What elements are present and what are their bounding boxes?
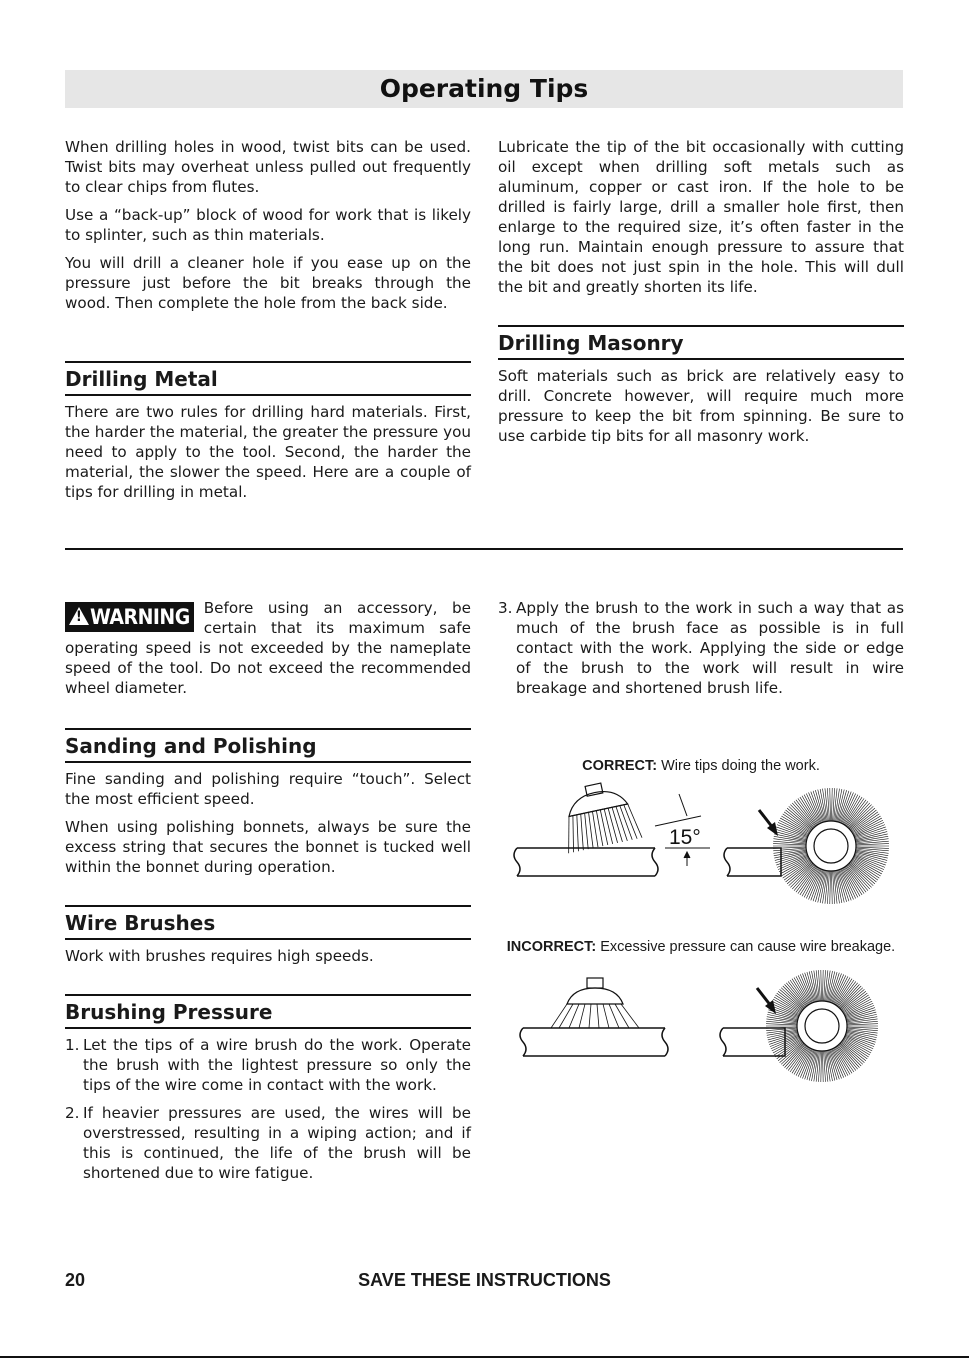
list-text: If heavier pressures are used, the wires will be overstressed, resulting in a wiping action; and if this is continued, the life of the brush will be shortened due to wire fatigue. [83, 1104, 471, 1182]
top-left-column [65, 137, 471, 321]
warning-text: Before using an accessory, be certain that its maximum safe operating speed is not exceeded by the nameplate speed of the tool. Do not exceed the recommended wheel diameter. [65, 599, 471, 697]
page-number: 20 [65, 1270, 86, 1290]
paragraph: You will drill a cleaner hole if you ease up on the pressure just before the bit breaks through the wood. Then complete the hole from the back side. [65, 254, 471, 312]
warning-badge-label: WARNING [90, 605, 190, 629]
list-number: 3. [498, 599, 513, 617]
incorrect-illustration [505, 970, 905, 1090]
section-heading-box [65, 361, 471, 396]
drilling-masonry-section [498, 325, 904, 454]
incorrect-label: INCORRECT: [506, 939, 597, 955]
paragraph: Fine sanding and polishing require “touch”. Select the most efficient speed. [65, 770, 471, 808]
correct-text: Wire tips doing the work. [661, 758, 820, 774]
list-item [498, 598, 904, 698]
paragraph: Lubricate the tip of the bit occasionally with cutting oil except when drilling soft metals such as aluminum, copper or cast iron. If the hole to be drilled is fairly large, drill a smaller hole first, then enlarge to the required size, it’s often faster in the long run. Maintain enough pressure to assure that the bit does not just spin in the hole. This will dull the bit and greatly shorten its life. [498, 138, 904, 296]
warning-block [65, 598, 471, 706]
list-item [65, 1103, 471, 1183]
correct-label: CORRECT: [582, 758, 658, 774]
wheel-brush-incorrect [766, 970, 878, 1082]
section-heading-box [65, 905, 471, 940]
correct-caption [498, 758, 904, 774]
sanding-section [65, 728, 471, 885]
paragraph: Soft materials such as brick are relatively easy to drill. Concrete however, will require much more pressure to keep the bit from spinning. Be sure to use carbide tip bits for all masonry work. [498, 367, 904, 445]
top-right-column [498, 137, 904, 305]
section-heading: Wire Brushes [65, 911, 216, 935]
wire-brushes-section [65, 905, 471, 974]
list-item [65, 1035, 471, 1095]
warning-triangle-icon: ! [69, 607, 89, 625]
divider [65, 548, 903, 550]
section-heading: Drilling Metal [65, 367, 218, 391]
section-heading: Drilling Masonry [498, 331, 684, 355]
drilling-metal-section [65, 361, 471, 510]
angle-label: 15° [669, 826, 701, 849]
paragraph: There are two rules for drilling hard materials. First, the harder the material, the greater the pressure you need to apply to the tool. Second, the harder the material, the slower the speed. Here are a couple of tips for drilling in metal. [65, 403, 471, 501]
section-heading-box [65, 728, 471, 763]
title-banner [65, 70, 903, 108]
section-heading: Brushing Pressure [65, 1000, 273, 1024]
list-text: Let the tips of a wire brush do the work. Operate the brush with the lightest pressure so only the tips of the wire come in contact with the work. [83, 1036, 471, 1094]
footer-text: SAVE THESE INSTRUCTIONS [358, 1270, 611, 1290]
section-heading-box [498, 325, 904, 360]
wheel-brush-correct [773, 788, 889, 904]
list-text: Apply the brush to the work in such a way that as much of the brush face as possible is in full contact with the work. Applying the side or edge of the brush to the work will result in wire breakage and shortened brush life. [516, 599, 904, 697]
warning-badge [65, 602, 194, 632]
incorrect-caption [498, 939, 904, 955]
section-heading-box [65, 994, 471, 1029]
incorrect-text: Excessive pressure can cause wire breakage. [600, 939, 896, 955]
brush-item-3 [498, 598, 904, 706]
list-number: 1. [65, 1036, 80, 1054]
section-heading: Sanding and Polishing [65, 734, 317, 758]
brushing-pressure-section [65, 994, 471, 1191]
paragraph: Work with brushes requires high speeds. [65, 947, 374, 965]
paragraph: When using polishing bonnets, always be sure the excess string that secures the bonnet is tucked well within the bonnet during operation. [65, 818, 471, 876]
page-title: Operating Tips [379, 74, 589, 103]
list-number: 2. [65, 1104, 80, 1122]
paragraph: Use a “back-up” block of wood for work that is likely to splinter, such as thin materials. [65, 206, 471, 244]
correct-illustration [505, 780, 905, 905]
paragraph: When drilling holes in wood, twist bits can be used. Twist bits may overheat unless pulled out frequently to clear chips from flutes. [65, 138, 471, 196]
